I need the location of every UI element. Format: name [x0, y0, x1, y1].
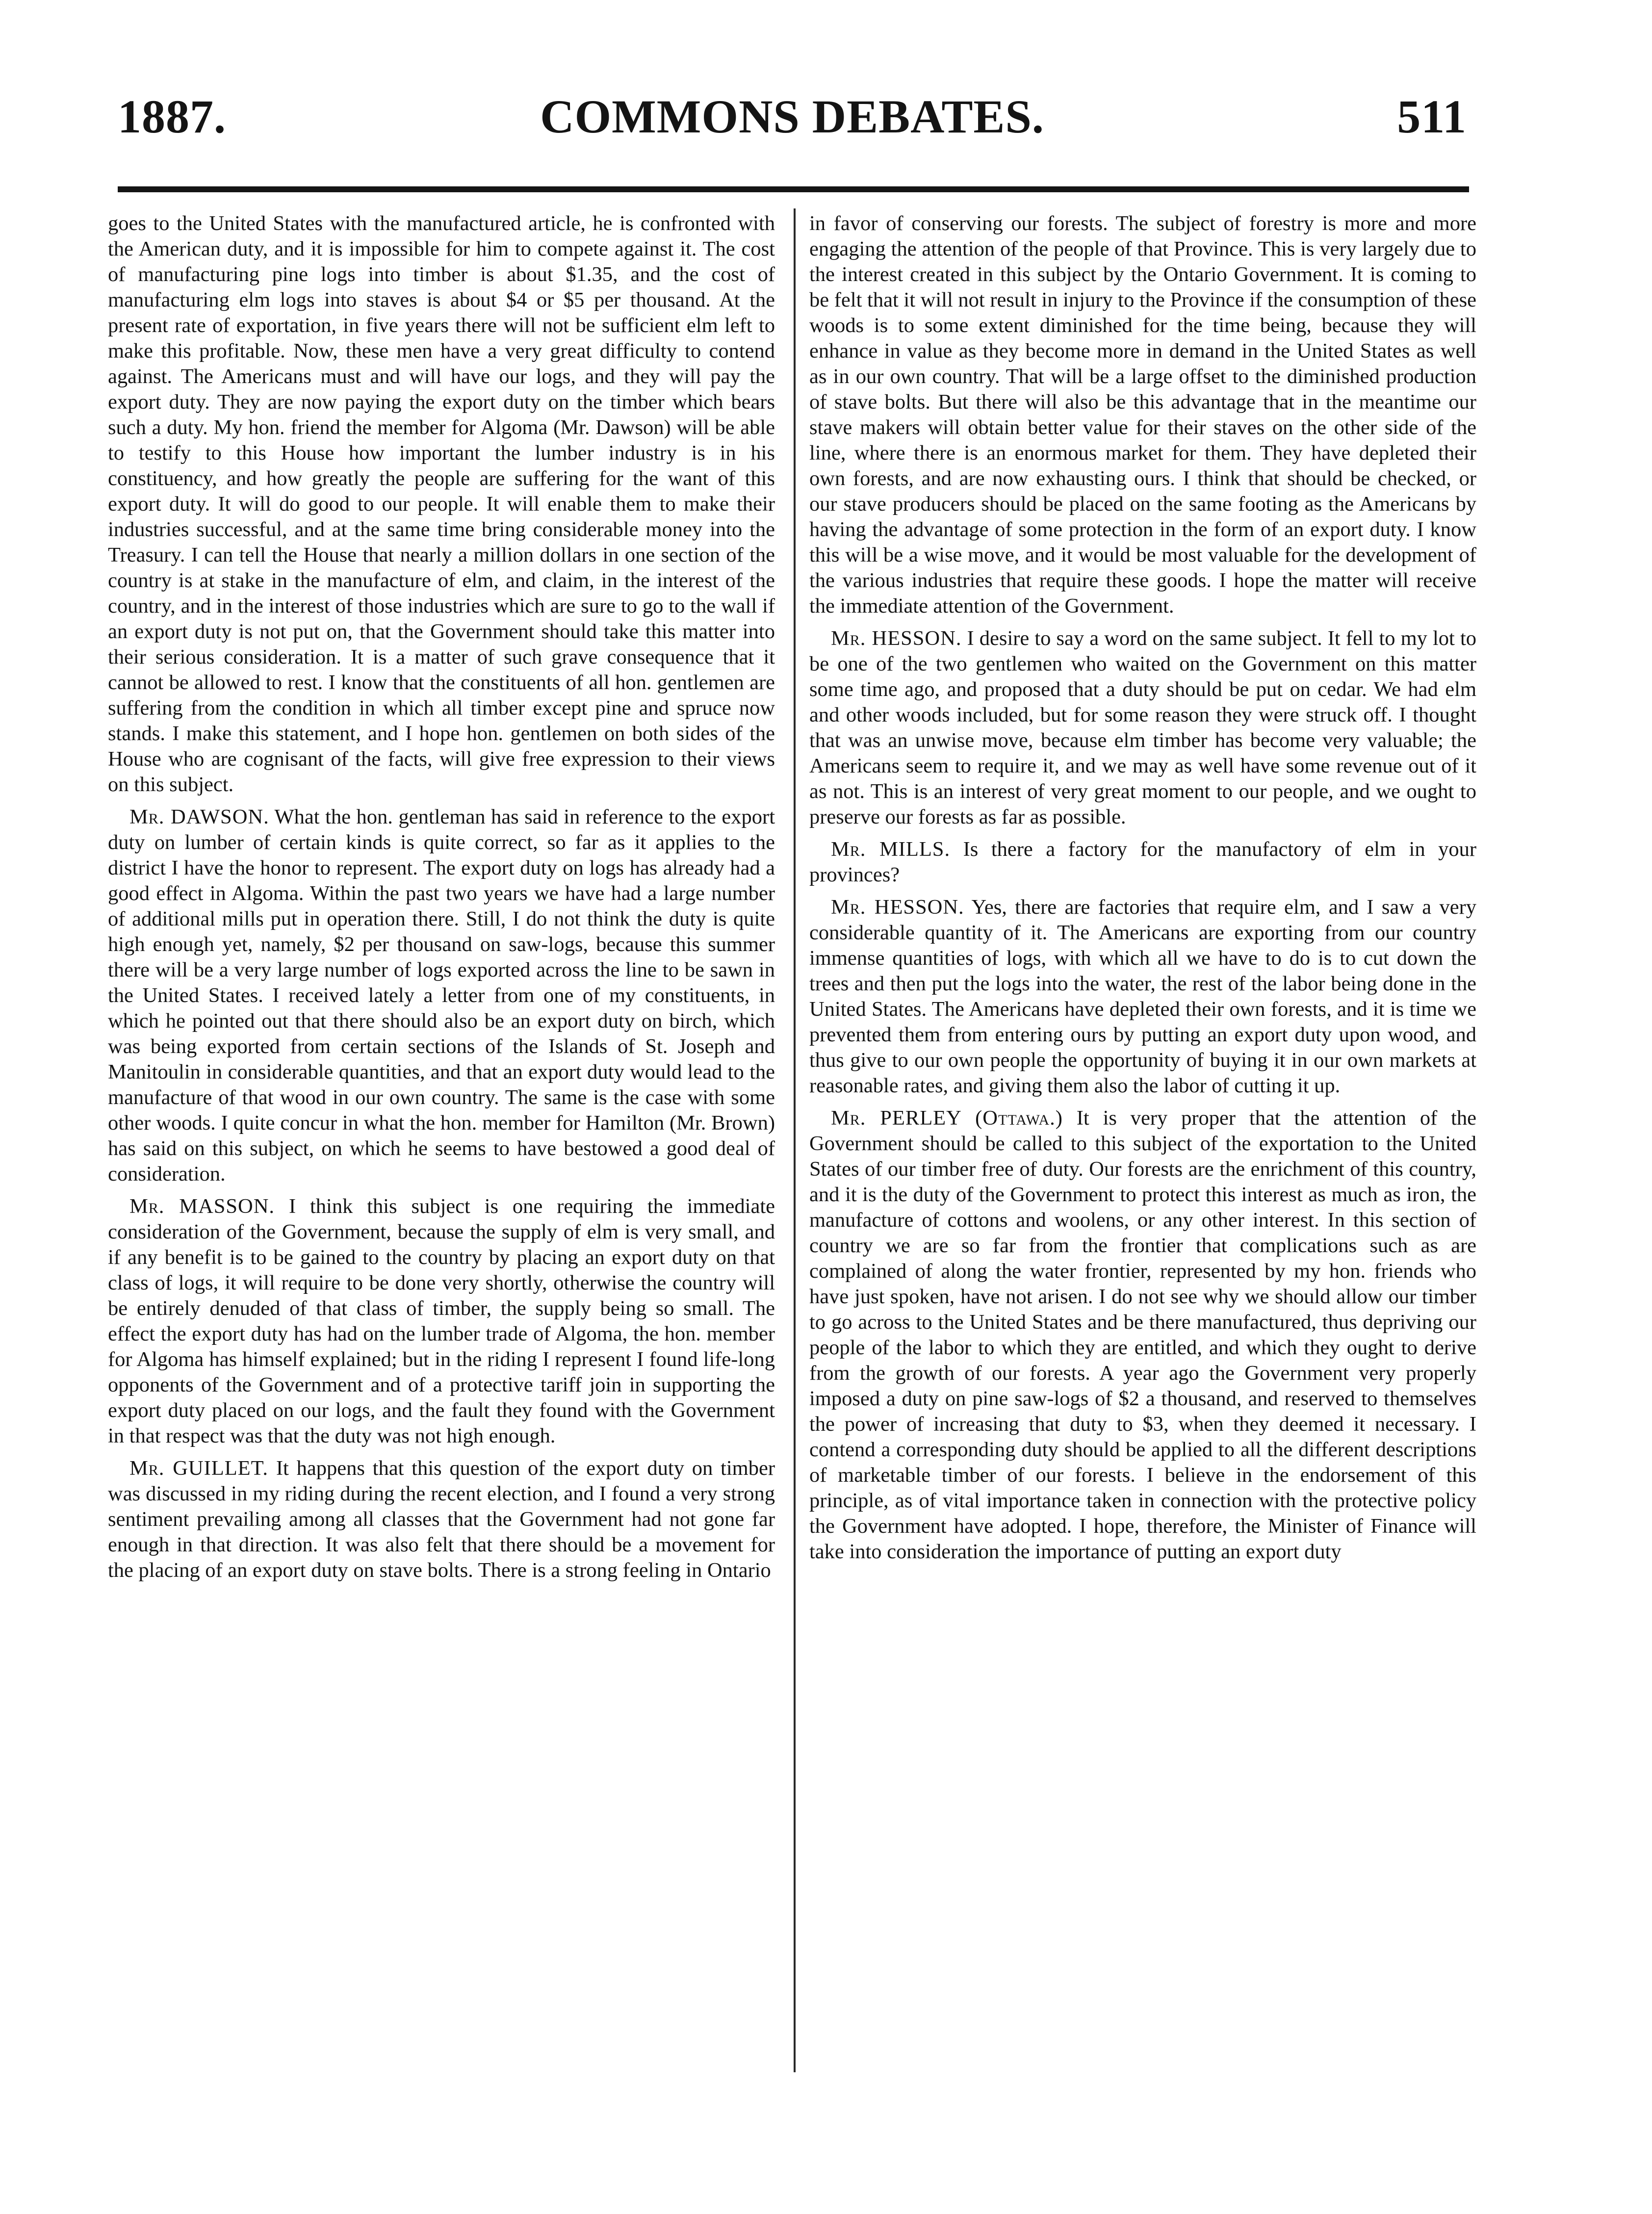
page-header	[118, 90, 1467, 157]
header-page-number: 511	[1397, 90, 1467, 143]
paragraph-text: What the hon. gentleman has said in reference to the export duty on lumber of certain kinds is quite correct, so far as it applies to the district I have the honor to represent. The export duty on logs has already had a good effect in Algoma. Within the past two years we have had a large number of additional mills put in operation there. Still, I do not think the duty is quite high enough yet, namely, $2 per thousand on saw-logs, because this summer there will be a very large number of logs exported across the line to be sawn in the United States. I received lately a letter from one of my constituents, in which he pointed out that there should also be an export duty on birch, which was being exported from certain sections of the Islands of St. Joseph and Manitoulin in considerable quantities, and that an export duty would lead to the manufacture of that wood in our own country. The same is the case with some other woods. I quite concur in what the hon. member for Hamilton (Mr. Brown) has said on this subject, on which he seems to have bestowed a good deal of consideration.	[108, 805, 775, 1185]
paragraph	[809, 837, 1476, 888]
speaker-name: Mr. GUILLET.	[129, 1457, 269, 1480]
paragraph	[108, 1194, 775, 1449]
speaker-name: Mr. MILLS.	[831, 838, 951, 861]
speaker-name: Mr. HESSON.	[831, 896, 964, 919]
paragraph-text: in favor of conserving our forests. The subject of forestry is more and more engaging the attention of the people of that Province. This is very largely due to the interest created in this subject by the Ontario Government. It is coming to be felt that it will not result in injury to the Province if the consumption of these woods is to some extent diminished for the time being, because they will enhance in value as they become more in demand in the United States as well as in our own country. That will be a large offset to the diminished production of stave bolts. But there will also be this advantage that in the meantime our stave makers will obtain better value for their staves on the other side of the line, where there is an enormous market for them. They have depleted their own forests, and are now exhausting ours. I think that should be checked, or our stave producers should be placed on the same footing as the Americans by having the advantage of some protection in the form of an export duty. I know this will be a wise move, and it would be most valuable for the development of the various industries that require these goods. I hope the matter will receive the immediate attention of the Government.	[809, 212, 1476, 618]
speaker-name: Mr. PERLEY (Ottawa.)	[831, 1107, 1063, 1130]
paragraph	[108, 804, 775, 1187]
paragraph	[809, 895, 1476, 1099]
column-divider	[794, 208, 796, 2072]
speaker-name: Mr. DAWSON.	[129, 805, 269, 828]
paragraph	[108, 1456, 775, 1583]
speaker-name: Mr. HESSON.	[831, 627, 962, 650]
paragraph-text: goes to the United States with the manufactured article, he is confronted with the American duty, and it is impossible for him to compete against it. The cost of manufacturing pine logs into timber is about $1.35, and the cost of manufacturing elm logs into staves is about $4 or $5 per thousand. At the present rate of exportation, in five years there will not be sufficient elm left to make this profitable. Now, these men have a very great difficulty to contend against. The Americans must and will have our logs, and they will pay the export duty. They are now paying the export duty on the timber which bears such a duty. My hon. friend the member for Algoma (Mr. Dawson) will be able to testify to this House how important the lumber industry is in his constituency, and how greatly the people are suffering for the want of this export duty. It will do good to our people. It will enable them to make their industries successful, and at the same time bring considerable money into the Treasury. I can tell the House that nearly a million dollars in one section of the country is at stake in the manufacture of elm, and claim, in the interest of the country, and in the interest of those industries which are sure to go to the wall if an export duty is not put on, that the Government should take this matter into their serious consideration. It is a matter of such grave consequence that it cannot be allowed to rest. I know that the constituents of all hon. gentlemen are suffering from the condition in which all timber except pine and spruce now stands. I make this statement, and I hope hon. gentlemen on both sides of the House who are cognisant of the facts, will give free expression to their views on this subject.	[108, 212, 775, 796]
paragraph	[809, 1106, 1476, 1565]
header-year: 1887.	[118, 90, 226, 143]
paragraph-text: It happens that this question of the export duty on timber was discussed in my riding during the recent election, and I found a very strong sentiment prevailing among all classes that the Government had not gone far enough in that direction. It was also felt that there should be a movement for the placing of an export duty on stave bolts. There is a strong feeling in Ontario	[108, 1457, 775, 1582]
paragraph-text: It is very proper that the attention of the Government should be called to this subject of the exportation to the United States of our timber free of duty. Our forests are the enrichment of this country, and it is the duty of the Government to protect this interest as much as iron, the manufacture of cottons and woolens, or any other interest. In this section of country we are so far from the frontier that complications such as are complained of along the water frontier, represented by my hon. friends who have just spoken, have not arisen. I do not see why we should allow our timber to go across to the United States and be there manufactured, thus depriving our people of the labor to which they are entitled, and which they ought to derive from the growth of our forests. A year ago the Government very properly imposed a duty on pine saw-logs of $2 a thousand, and reserved to themselves the power of increasing that duty to $3, when they deemed it necessary. I contend a corresponding duty should be applied to all the different descriptions of marketable timber of our forests. I believe in the endorsement of this principle, as of vital importance taken in connection with the protective policy the Government have adopted. I hope, therefore, the Minister of Finance will take into consideration the importance of putting an export duty	[809, 1107, 1476, 1563]
left-column	[108, 211, 775, 1590]
header-title: COMMONS DEBATES.	[540, 90, 1044, 143]
paragraph-text: Yes, there are factories that require elm, and I saw a very considerable quantity of it. The Americans are exporting from our country immense quantities of logs, with which all we have to do is to cut down the trees and then put the logs into the water, the rest of the labor being done in the United States. The Americans have depleted their own forests, and it is time we prevented them from entering ours by putting an export duty upon wood, and thus give to our own people the opportunity of buying it in our own markets at reasonable rates, and giving them also the labor of cutting it up.	[809, 896, 1476, 1097]
speaker-name: Mr. MASSON.	[129, 1195, 275, 1218]
paragraph	[108, 211, 775, 798]
paragraph-text: I think this subject is one requiring the immediate consideration of the Government, because the supply of elm is very small, and if any benefit is to be gained to the country by placing an export duty on that class of logs, it will require to be done very shortly, otherwise the country will be entirely denuded of that class of timber, the supply being so small. The effect the export duty has had on the lumber trade of Algoma, the hon. member for Algoma has himself explained; but in the riding I represent I found life-long opponents of the Government and of a protective tariff join in supporting the export duty placed on our logs, and the fault they found with the Government in that respect was that the duty was not high enough.	[108, 1195, 775, 1447]
paragraph-text: I desire to say a word on the same subject. It fell to my lot to be one of the two gentlemen who waited on the Government on this matter some time ago, and proposed that a duty should be put on cedar. We had elm and other woods included, but for some reason they were struck off. I thought that was an unwise move, because elm timber has become very valuable; the Americans seem to require it, and we may as well have some revenue out of it as not. This is an interest of very great moment to our people, and we ought to preserve our forests as far as possible.	[809, 627, 1477, 828]
header-rule	[118, 186, 1469, 192]
right-column	[809, 211, 1476, 1571]
paragraph	[809, 211, 1476, 619]
paragraph	[809, 626, 1476, 830]
paragraph-text: Is there a factory for the manufactory of elm in your provinces?	[809, 838, 1476, 886]
